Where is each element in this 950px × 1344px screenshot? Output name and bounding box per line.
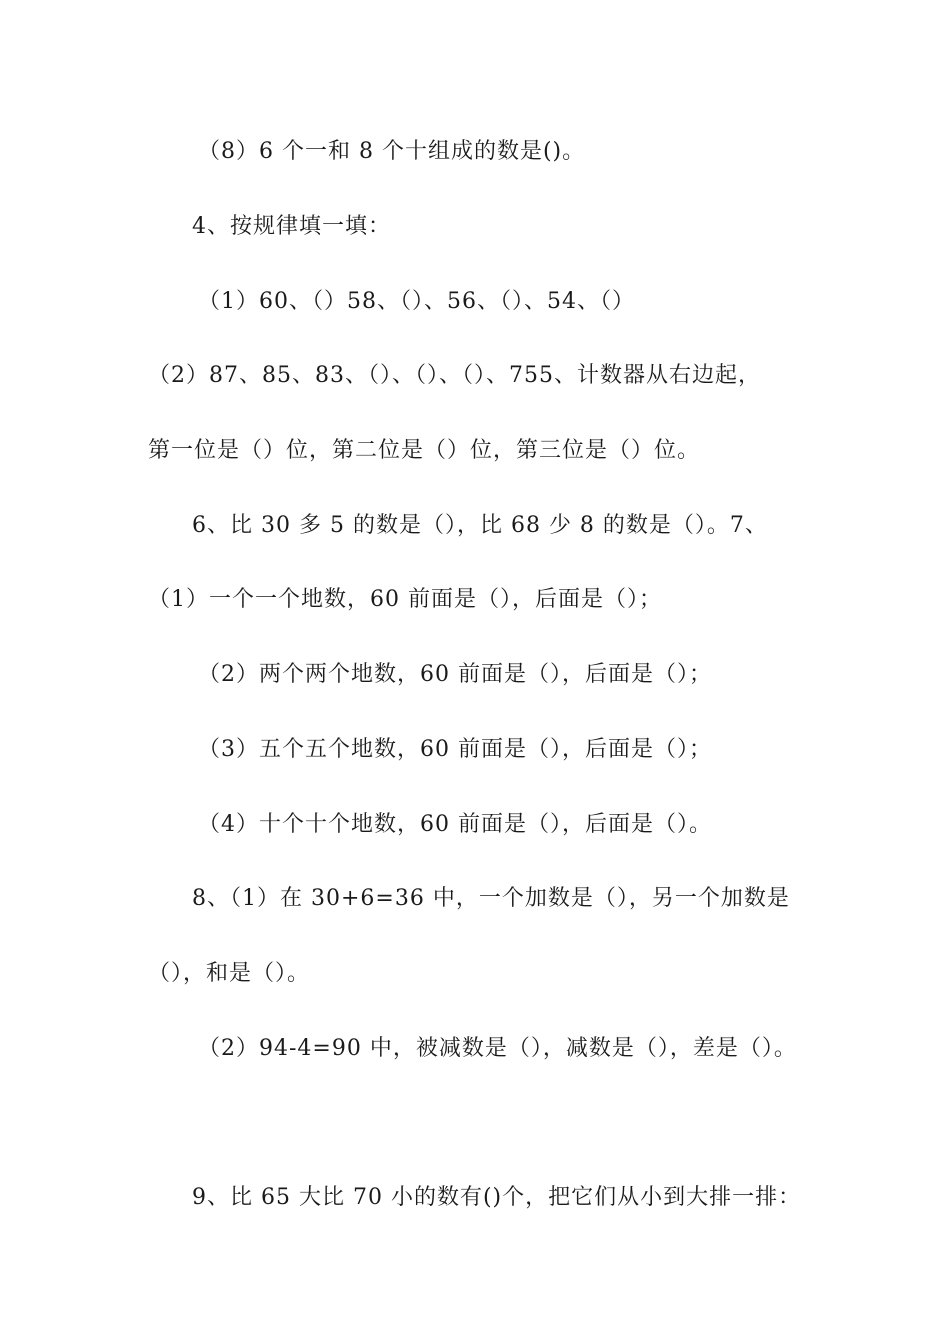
- question-heading-4: 4、按规律填一填：: [192, 214, 391, 239]
- question-line-8-2: （2）94-4=90 中，被减数是（），减数是（），差是（）。: [198, 1036, 797, 1061]
- question-line-7-3: （3）五个五个地数，60 前面是（），后面是（）；: [198, 737, 712, 762]
- question-line-6: 6、比 30 多 5 的数是（），比 68 少 8 的数是（）。7、: [192, 513, 768, 538]
- question-line-7-1: （1）一个一个地数，60 前面是（），后面是（）；: [148, 587, 662, 612]
- question-line-8-1: 8、（1）在 30+6=36 中，一个加数是（），另一个加数是: [192, 886, 790, 911]
- question-line-4-1: （1）60、（）58、（）、56、（）、54、（）: [198, 289, 635, 314]
- question-line-7-2: （2）两个两个地数，60 前面是（），后面是（）；: [198, 662, 712, 687]
- question-line-8-1-cont: （），和是（）。: [148, 961, 311, 986]
- question-line-7-4: （4）十个十个地数，60 前面是（），后面是（）。: [198, 812, 712, 837]
- question-line-5: 第一位是（）位，第二位是（）位，第三位是（）位。: [148, 438, 701, 463]
- question-line-4-2: （2）87、85、83、（）、（）、（）、755、计数器从右边起，: [148, 363, 761, 388]
- question-line-8: （8）6 个一和 8 个十组成的数是()。: [198, 139, 586, 164]
- question-line-9: 9、比 65 大比 70 小的数有()个，把它们从小到大排一排：: [192, 1185, 802, 1210]
